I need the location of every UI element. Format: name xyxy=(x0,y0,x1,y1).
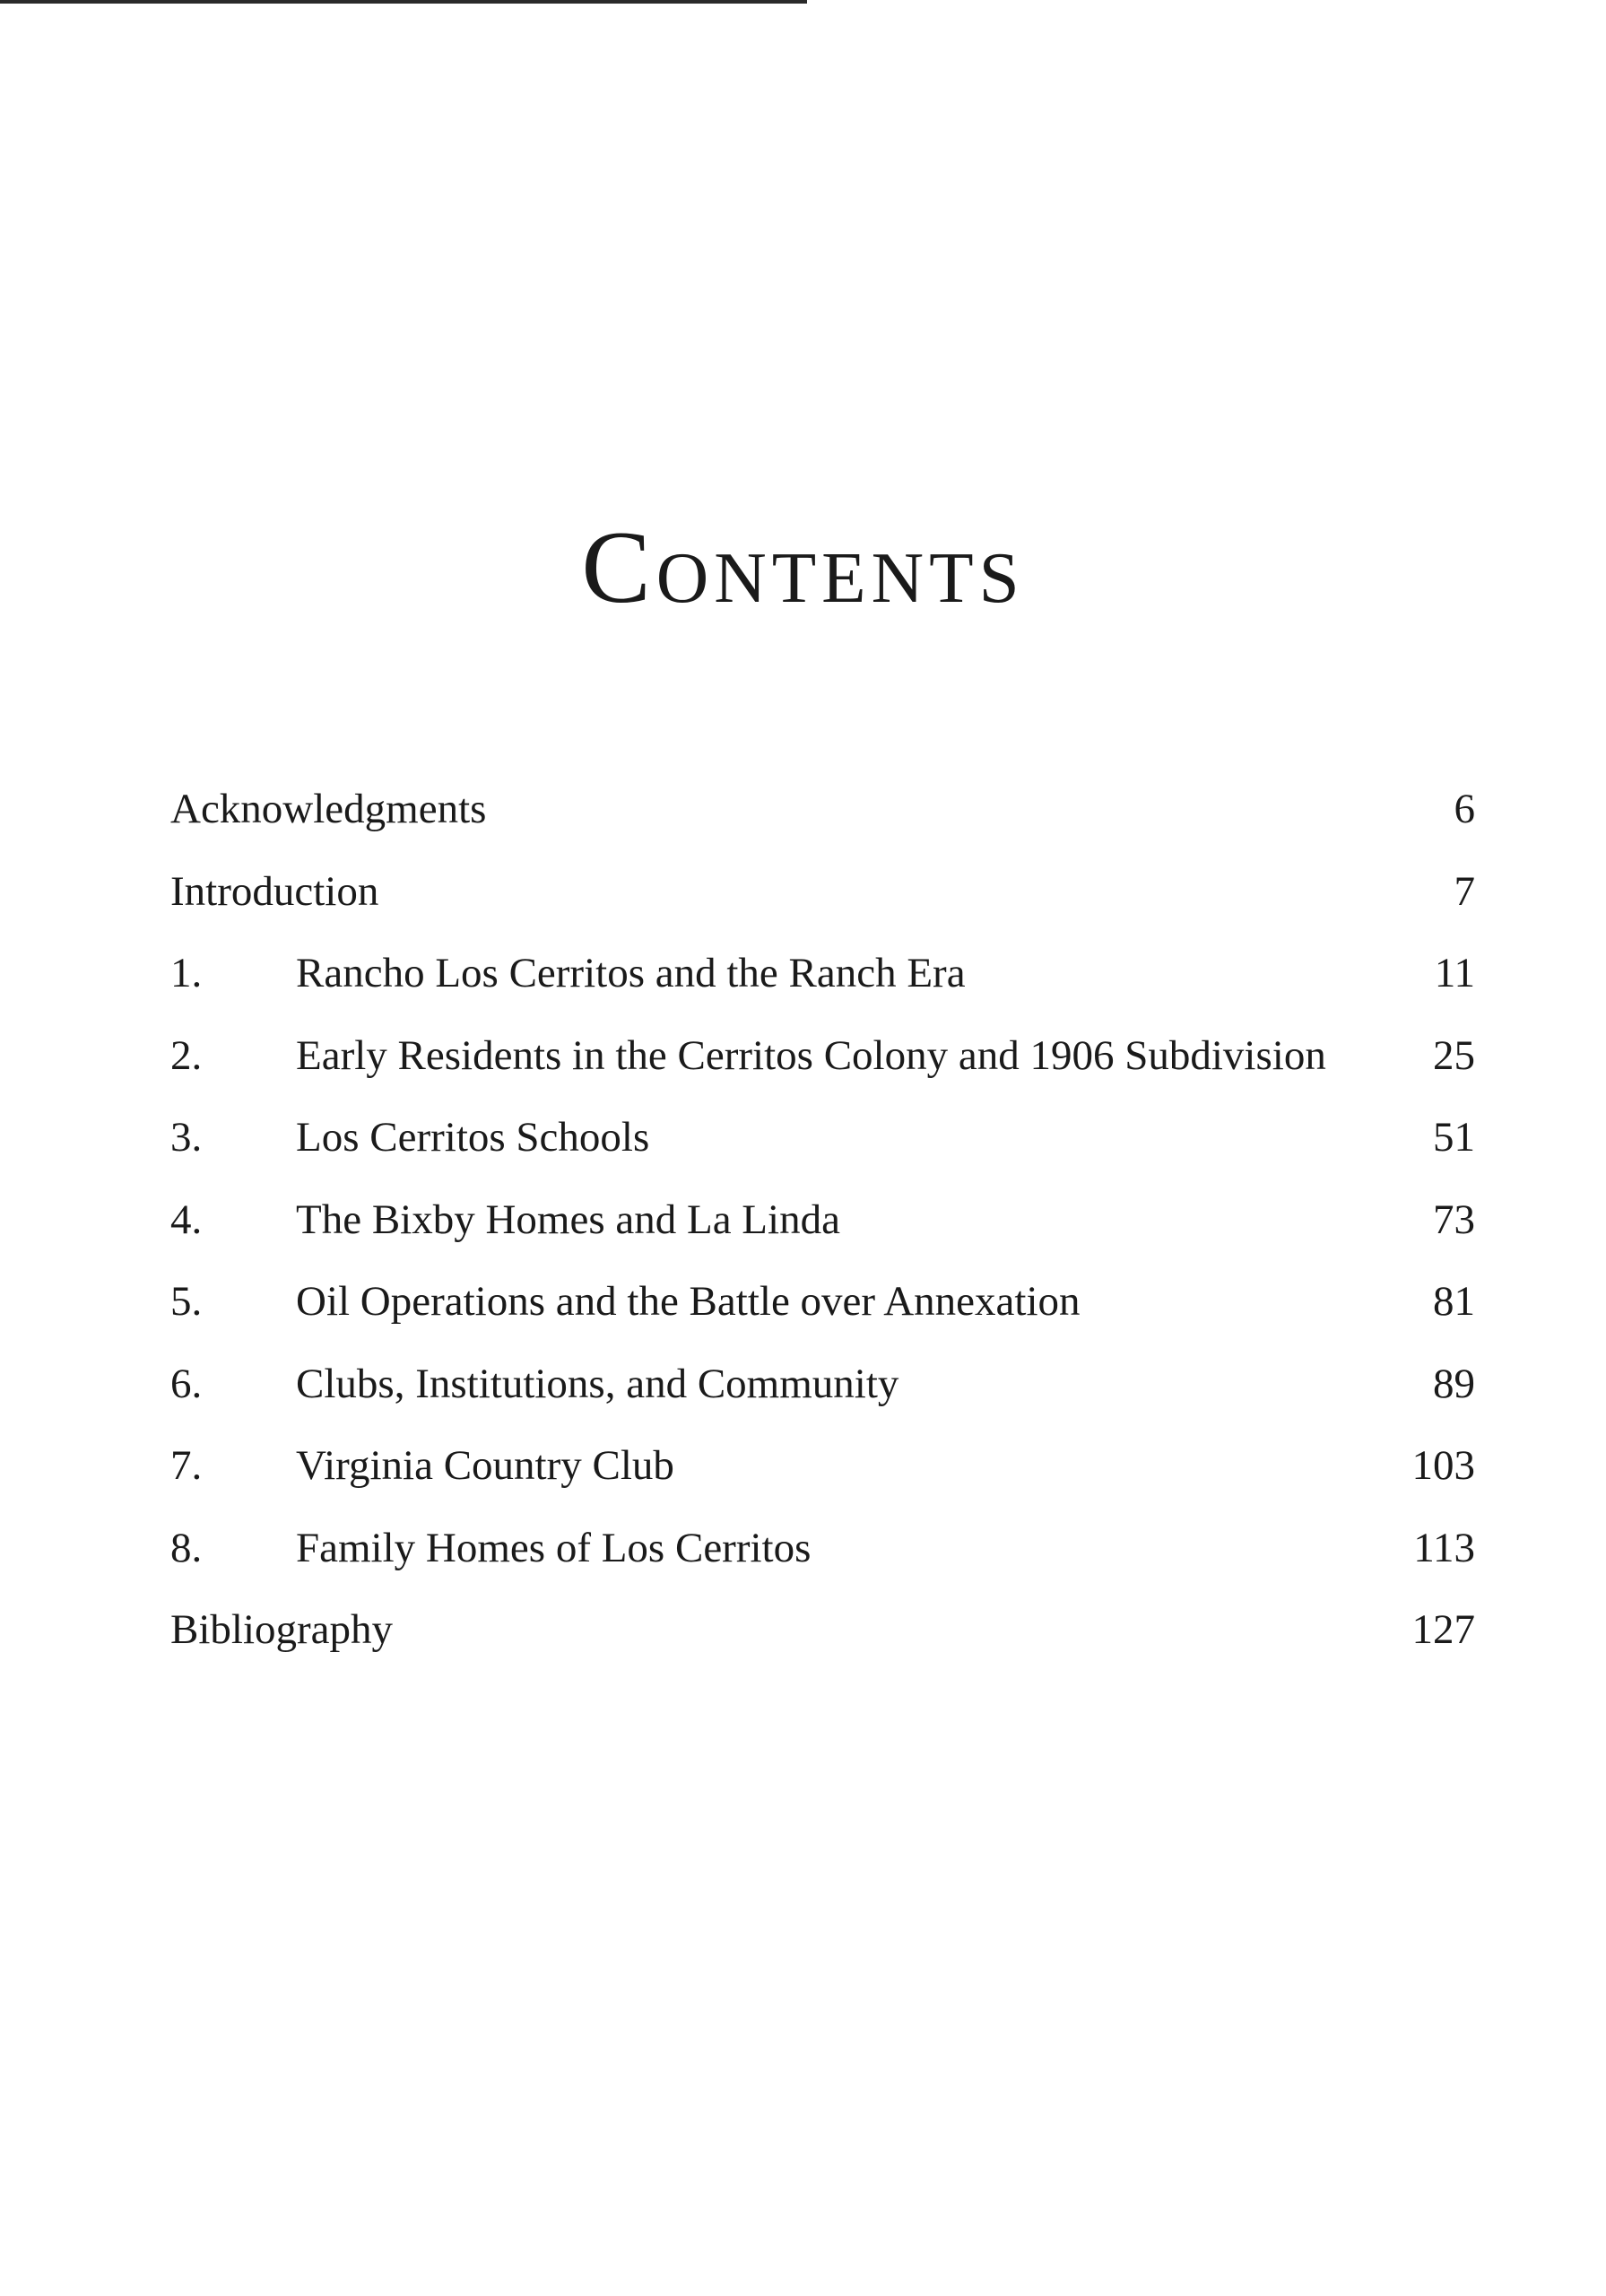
toc-entry-page: 89 xyxy=(1433,1360,1475,1407)
toc-entry-chapter-7 xyxy=(170,1439,1475,1521)
toc-entry-page: 7 xyxy=(1454,867,1475,915)
page-title: Contents xyxy=(581,510,1025,625)
toc-entry-chapter-4 xyxy=(170,1193,1475,1275)
toc-entry-label: Clubs, Institutions, and Community xyxy=(296,1360,899,1407)
toc-entry-number: 5. xyxy=(170,1278,203,1325)
toc-entry-label: Virginia Country Club xyxy=(296,1442,674,1489)
toc-entry-page: 25 xyxy=(1433,1031,1475,1079)
toc-entry-introduction xyxy=(170,865,1475,947)
toc-entry-bibliography xyxy=(170,1603,1475,1685)
toc-entry-number: 1. xyxy=(170,950,203,996)
toc-entry-label: Los Cerritos Schools xyxy=(296,1114,650,1161)
table-of-contents xyxy=(170,782,1475,1685)
toc-entry-label: Early Residents in the Cerritos Colony and 1906 Subdivision xyxy=(296,1031,1326,1079)
toc-entry-label: Acknowledgments xyxy=(170,786,487,832)
toc-entry-acknowledgments xyxy=(170,782,1475,865)
toc-entry-number: 4. xyxy=(170,1196,203,1243)
toc-entry-page: 73 xyxy=(1433,1196,1475,1243)
toc-entry-chapter-2 xyxy=(170,1029,1475,1111)
toc-entry-chapter-3 xyxy=(170,1110,1475,1193)
toc-entry-number: 7. xyxy=(170,1442,203,1489)
toc-entry-label: Family Homes of Los Cerritos xyxy=(296,1524,812,1571)
toc-entry-number: 3. xyxy=(170,1114,203,1161)
toc-entry-label: Oil Operations and the Battle over Annexation xyxy=(296,1278,1081,1325)
toc-entry-number: 8. xyxy=(170,1524,203,1571)
toc-entry-page: 11 xyxy=(1434,950,1475,996)
toc-entry-chapter-6 xyxy=(170,1357,1475,1439)
toc-entry-number: 6. xyxy=(170,1360,203,1407)
toc-entry-page: 127 xyxy=(1411,1606,1475,1653)
toc-entry-number: 2. xyxy=(170,1031,203,1079)
toc-entry-chapter-1 xyxy=(170,946,1475,1029)
toc-entry-label: Rancho Los Cerritos and the Ranch Era xyxy=(296,950,966,996)
toc-entry-label: Bibliography xyxy=(170,1606,394,1653)
toc-entry-page: 51 xyxy=(1433,1114,1475,1161)
toc-entry-chapter-8 xyxy=(170,1521,1475,1604)
toc-entry-page: 6 xyxy=(1454,786,1475,832)
toc-entry-label: The Bixby Homes and La Linda xyxy=(296,1196,840,1243)
scan-edge xyxy=(0,0,807,4)
toc-entry-page: 81 xyxy=(1433,1278,1475,1325)
toc-entry-chapter-5 xyxy=(170,1274,1475,1357)
toc-entry-label: Introduction xyxy=(170,867,379,915)
toc-entry-page: 113 xyxy=(1413,1524,1475,1571)
toc-entry-page: 103 xyxy=(1411,1442,1475,1489)
